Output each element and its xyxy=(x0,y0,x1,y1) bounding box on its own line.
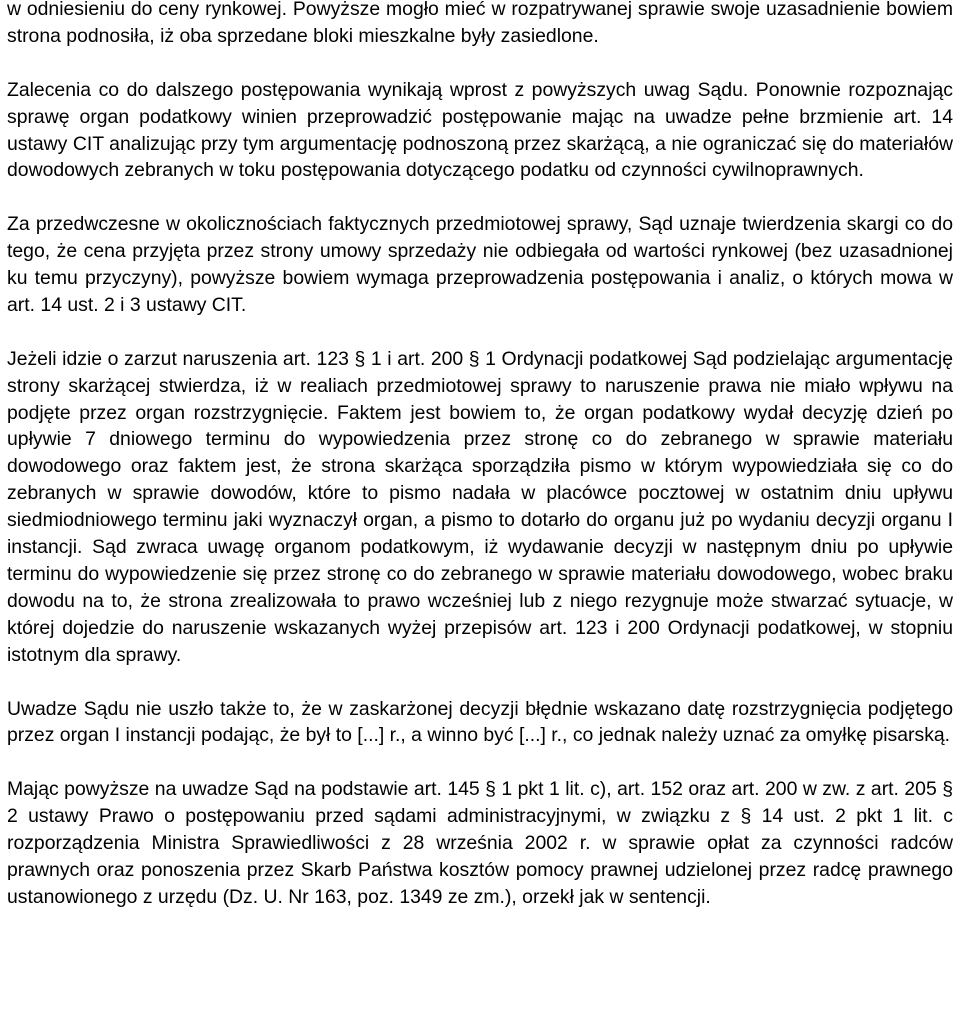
paragraph: Jeżeli idzie o zarzut naruszenia art. 123 § 1 i art. 200 § 1 Ordynacji podatkowej Sąd podzielając argumentację strony skarżącej stwierdza, iż w realiach przedmiotowej sprawy to naruszenie prawa nie miało wpływu na podjęte przez organ rozstrzygnięcie. Faktem jest bowiem to, że organ podatkowy wydał decyzję dzień po upływie 7 dniowego terminu do wypowiedzenia przez stronę co do zebranego w sprawie materiału dowodowego oraz faktem jest, że strona skarżąca sporządziła pismo w którym wypowiedziała się co do zebranych w sprawie dowodów, które to pismo nadała w placówce pocztowej w ostatnim dniu upływu siedmiodniowego terminu jaki wyznaczył organ, a pismo to dotarło do organu już po wydaniu decyzji organu I instancji. Sąd zwraca uwagę organom podatkowym, iż wydawanie decyzji w następnym dniu po upływie terminu do wypowiedzenie się przez stronę co do zebranego w sprawie materiału dowodowego, wobec braku dowodu na to, że strona zrealizowała to prawo wcześniej lub z niego rezygnuje może stwarzać sytuacje, w której dojedzie do naruszenie wskazanych wyżej przepisów art. 123 i 200 Ordynacji podatkowej, w stopniu istotnym dla sprawy. xyxy=(7,347,953,666)
paragraph: Mając powyższe na uwadze Sąd na podstawie art. 145 § 1 pkt 1 lit. c), art. 152 oraz art. 200 w zw. z art. 205 § 2 ustawy Prawo o postępowaniu przed sądami administracyjnymi, w związku z § 14 ust. 2 pkt 1 lit. c rozporządzenia Ministra Sprawiedliwości z 28 września 2002 r. w sprawie opłat za czynności radców prawnych oraz ponoszenia przez Skarb Państwa kosztów pomocy prawnej udzielonej przez radcę prawnego ustanowionego z urzędu (Dz. U. Nr 163, poz. 1349 ze zm.), orzekł jak w sentencji. xyxy=(7,778,953,908)
paragraph: Uwadze Sądu nie uszło także to, że w zaskarżonej decyzji błędnie wskazano datę rozstrzygnięcia podjętego przez organ I instancji podając, że był to [...] r., a winno być [...] r., co jednak należy uznać za omyłkę pisarską. xyxy=(7,697,953,747)
paragraph: w odniesieniu do ceny rynkowej. Powyższe mogło mieć w rozpatrywanej sprawie swoje uzasadnienie bowiem strona podnosiła, iż oba sprzedane bloki mieszkalne były zasiedlone. xyxy=(7,0,953,47)
document-page xyxy=(7,0,953,911)
paragraph: Zalecenia co do dalszego postępowania wynikają wprost z powyższych uwag Sądu. Ponownie rozpoznając sprawę organ podatkowy winien przeprowadzić postępowanie mając na uwadze pełne brzmienie art. 14 ustawy CIT analizując przy tym argumentację podnoszoną przez skarżącą, a nie ograniczać się do materiałów dowodowych zebranych w toku postępowania dotyczącego podatku od czynności cywilnoprawnych. xyxy=(7,78,953,182)
paragraph: Za przedwczesne w okolicznościach faktycznych przedmiotowej sprawy, Sąd uznaje twierdzenia skargi co do tego, że cena przyjęta przez strony umowy sprzedaży nie odbiegała od wartości rynkowej (bez uzasadnionej ku temu przyczyny), powyższe bowiem wymaga przeprowadzenia postępowania i analiz, o których mowa w art. 14 ust. 2 i 3 ustawy CIT. xyxy=(7,213,953,316)
